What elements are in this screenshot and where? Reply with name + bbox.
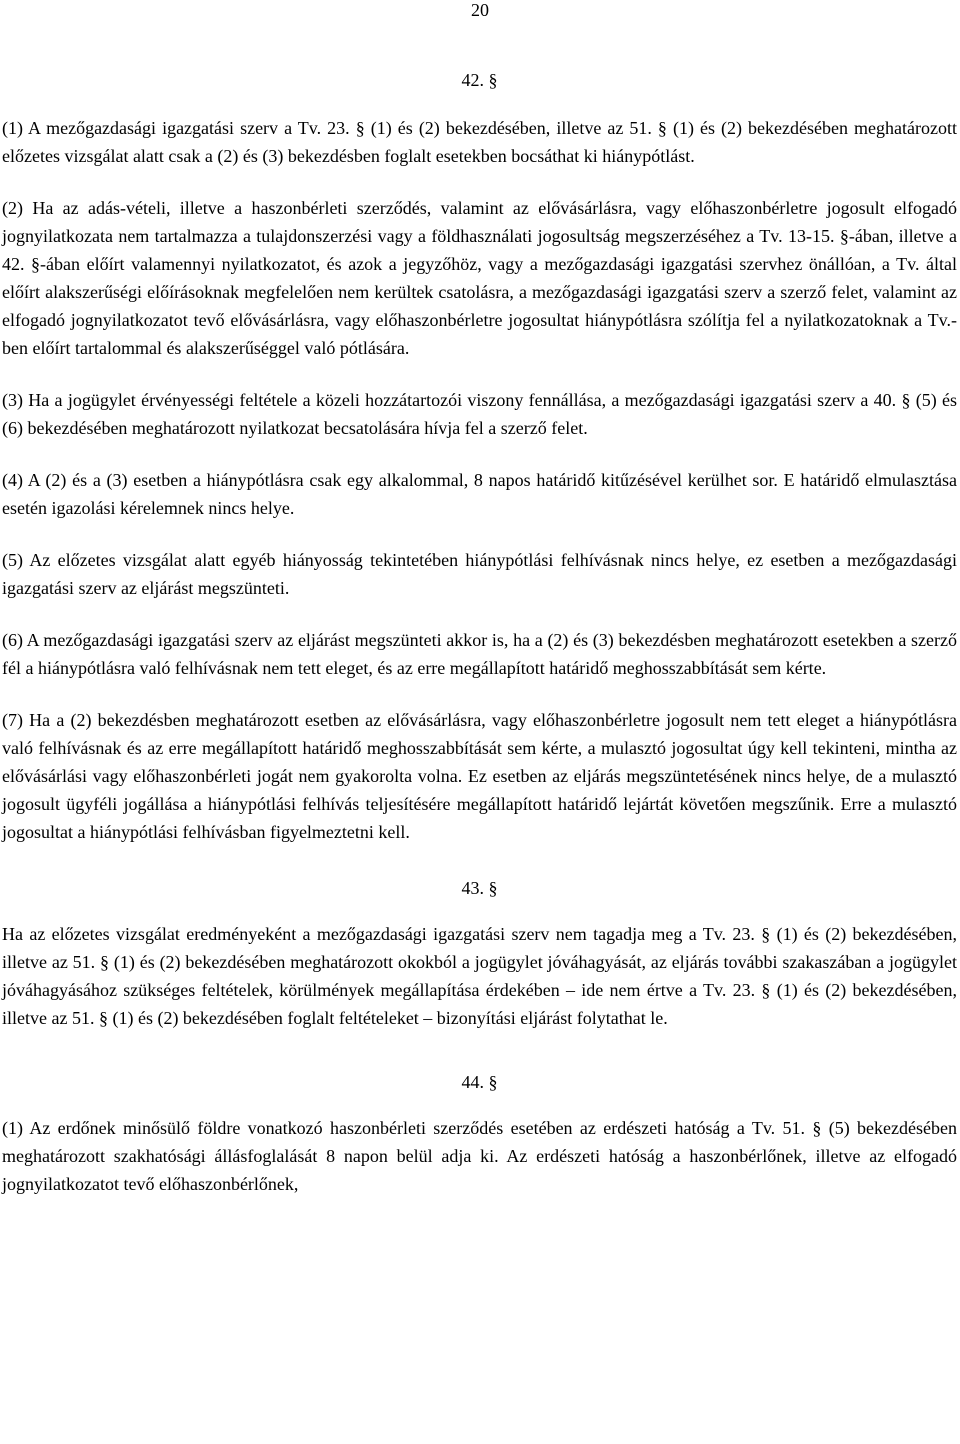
section-heading-42: 42. § bbox=[461, 70, 498, 90]
section-heading-43: 43. § bbox=[461, 878, 498, 898]
page-number: 20 bbox=[471, 0, 489, 20]
paragraph: (1) Az erdőnek minősülő földre vonatkozó haszonbérleti szerződés esetében az erdészeti hatóság a Tv. 51. § (5) bekezdésében meghatározott szakhatósági állásfoglalását 8 napon belül adja ki. Az erdészeti hatóság a haszonbérlőnek, illetve az elfogadó jognyilatkozatot tevő előhaszonbérlőnek, bbox=[2, 1118, 957, 1194]
paragraph: (3) Ha a jogügylet érvényességi feltétele a közeli hozzátartozói viszony fennállása, a mezőgazdasági igazgatási szerv a 40. § (5) és (6) bekezdésében meghatározott nyilatkozat becsatolására hívja fel a szerző felet. bbox=[2, 390, 957, 438]
paragraph: (1) A mezőgazdasági igazgatási szerv a Tv. 23. § (1) és (2) bekezdésében, illetve az 51. § (1) és (2) bekezdésében meghatározott előzetes vizsgálat alatt csak a (2) és (3) bekezdésben foglalt esetekben bocsáthat ki hiánypótlást. bbox=[2, 118, 957, 166]
paragraph: (4) A (2) és a (3) esetben a hiánypótlásra csak egy alkalommal, 8 napos határidő kitűzésével kerülhet sor. E határidő elmulasztása esetén igazolási kérelemnek nincs helye. bbox=[2, 470, 957, 518]
paragraph: (2) Ha az adás-vételi, illetve a haszonbérleti szerződés, valamint az elővásárlásra, vagy előhaszonbérletre jogosult elfogadó jognyilatkozata nem tartalmazza a tulajdonszerzési vagy a földhasználati jogosultság megszerzéséhez a Tv. 13-15. §-ában, illetve a 42. §-ában előírt valamennyi nyilatkozatot, és azok a jegyzőhöz, vagy a mezőgazdasági igazgatási szervhez önállóan, a Tv. által előírt alakszerűségi előírásoknak megfelelően nem kerültek csatolásra, a mezőgazdasági igazgatási szerv a szerző felet, valamint az elfogadó jognyilatkozatot tevő elővásárlásra, vagy előhaszonbérletre jogosultat hiánypótlásra szólítja fel a nyilatkozatoknak a Tv.-ben előírt tartalommal és alakszerűséggel való pótlására. bbox=[2, 198, 957, 358]
paragraph: (5) Az előzetes vizsgálat alatt egyéb hiányosság tekintetében hiánypótlási felhívásnak nincs helye, ez esetben a mezőgazdasági igazgatási szerv az eljárást megszünteti. bbox=[2, 550, 957, 598]
paragraph: (6) A mezőgazdasági igazgatási szerv az eljárást megszünteti akkor is, ha a (2) és (3) bekezdésben meghatározott esetekben a szerző fél a hiánypótlásra való felhívásnak nem tett eleget, és az erre megállapított határidő meghosszabbítását sem kérte. bbox=[2, 630, 957, 678]
section-heading-44: 44. § bbox=[461, 1072, 498, 1092]
document-body bbox=[2, 66, 957, 1222]
paragraph: (7) Ha a (2) bekezdésben meghatározott esetben az elővásárlásra, vagy előhaszonbérletre jogosult nem tett eleget a hiánypótlásra való felhívásnak és az erre megállapított határidő meghosszabbítását sem kérte, a mulasztó jogosultat úgy kell tekinteni, mintha az elővásárlási vagy előhaszonbérleti jogát nem gyakorolta volna. Ez esetben az eljárás megszüntetésének nincs helye, de a mulasztó jogosult ügyféli jogállása a hiánypótlási felhívás teljesítésére megállapított határidő lejártát követően megszűnik. Erre a mulasztó jogosultat a hiánypótlási felhívásban figyelmeztetni kell. bbox=[2, 710, 957, 842]
paragraph: Ha az előzetes vizsgálat eredményeként a mezőgazdasági igazgatási szerv nem tagadja meg a Tv. 23. § (1) és (2) bekezdésében, illetve az 51. § (1) és (2) bekezdésében meghatározott okokból a jogügylet jóváhagyását, az eljárás további szakaszában a jogügylet jóváhagyásához szükséges feltételek, körülmények megállapítása érdekében – ide nem értve a Tv. 23. § (1) és (2) bekezdésében, illetve az 51. § (1) és (2) bekezdésében foglalt feltételeket – bizonyítási eljárást folytathat le. bbox=[2, 924, 957, 1028]
